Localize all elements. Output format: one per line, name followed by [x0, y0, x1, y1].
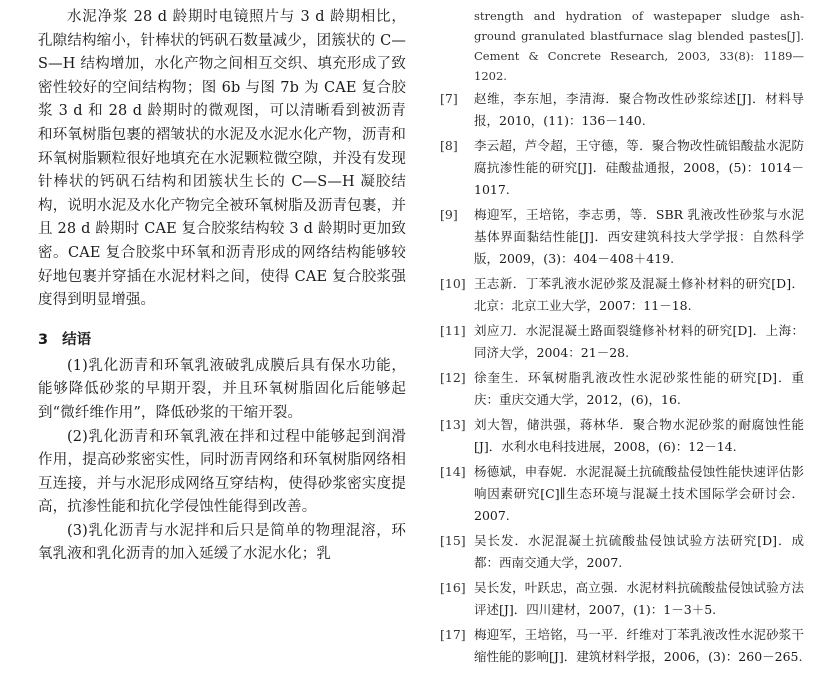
reference-item — [440, 88, 804, 132]
reference-text: 杨德斌，申春妮．水泥混凝土抗硫酸盐侵蚀性能快速评估影响因素研究[C]∥生态环境与混凝土技术国际学会研讨会．2007. — [474, 464, 804, 523]
section-title: 结语 — [62, 331, 92, 348]
conclusion-item-1: (1)乳化沥青和环氧乳液破乳成膜后具有保水功能，能够降低砂浆的早期开裂，并且环氧树脂固化后能够起到“微纤维作用”，降低砂浆的干缩开裂。 — [38, 357, 406, 421]
reference-item — [440, 367, 804, 411]
body-paragraph-microstructure: 水泥净浆 28 d 龄期时电镜照片与 3 d 龄期相比，孔隙结构缩小，针棒状的钙矾石数量减少，团簇状的 C—S—H 结构增加，水化产物之间相互交织、填充形成了致密性较好的空间结构物；图 6b 与图 7b 为 CAE 复合胶浆 3 d 和 28 d 龄期时的微观图，可以清晰看到被沥青和环氧树脂包裹的褶皱状的水泥及水泥水化产物，沥青和环氧树脂颗粒很好地填充在水泥颗粒微空隙，并没有发现针棒状的钙矾石结构和团簇状生长的 C—S—H 凝胶结构，说明水泥及水化产物完全被环氧树脂及沥青包裹，并且 28 d 龄期时 CAE 复合胶浆结构较 3 d 龄期时更加致密。CAE 复合胶浆中环氧和沥青形成的网络结构能够较好地包裹并穿插在水泥材料之间，使得 CAE 复合胶浆强度得到明显增强。 — [38, 9, 406, 309]
reference-number: [16] — [440, 580, 466, 595]
reference-number: [12] — [440, 370, 466, 385]
reference-text: 梅迎军，王培铭，马一平．纤维对丁苯乳液改性水泥砂浆干缩性能的影响[J]．建筑材料学报，2006，(3)：260－265. — [474, 627, 804, 664]
reference-item — [440, 577, 804, 621]
reference-text: 吴长发．水泥混凝土抗硫酸盐侵蚀试验方法研究[D]．成都：西南交通大学，2007. — [474, 533, 804, 570]
right-column — [440, 6, 804, 671]
left-column — [38, 6, 406, 567]
reference-item — [440, 273, 804, 317]
reference-number: [13] — [440, 417, 466, 432]
reference-text: 梅迎军，王培铭，李志勇，等．SBR 乳液改性砂浆与水泥基体界面黏结性能[J]．西安建筑科技大学学报：自然科学版，2009，(3)：404－408＋419. — [474, 207, 804, 266]
reference-text: 徐奎生．环氧树脂乳液改性水泥砂浆性能的研究[D]．重庆：重庆交通大学，2012，(6)，16. — [474, 370, 804, 407]
reference-item — [440, 135, 804, 201]
reference-item — [440, 320, 804, 364]
conclusion-item-2: (2)乳化沥青和环氧乳液在拌和过程中能够起到润滑作用，提高砂浆密实性，同时沥青网络和环氧树脂网络相互连接，并与水泥形成网络互穿结构，使得砂浆密实度提高，抗渗性能和抗化学侵蚀性能得到改善。 — [38, 428, 406, 516]
reference-number: [14] — [440, 464, 466, 479]
reference-text: 吴长发，叶跃忠，高立强．水泥材料抗硫酸盐侵蚀试验方法评述[J]．四川建材，2007，(1)：1－3＋5. — [474, 580, 804, 617]
reference-item — [440, 624, 804, 668]
reference-text: 赵维，李东旭，李清海．聚合物改性砂浆综述[J]．材料导报，2010，(11)：136－140. — [474, 91, 804, 128]
reference-item — [440, 414, 804, 458]
section-heading — [38, 328, 406, 352]
reference-number: [9] — [440, 207, 458, 222]
reference-text: 刘应刀．水泥混凝土路面裂缝修补材料的研究[D]．上海：同济大学，2004：21－28. — [474, 323, 804, 360]
reference-6-continuation: strength and hydration of wastepaper sludge ash-ground granulated blastfurnace slag blended pastes[J]. Cement & Concrete Research, 2003, 33(8): 1189—1202. — [474, 9, 804, 83]
reference-number: [8] — [440, 138, 458, 153]
reference-item — [440, 461, 804, 527]
reference-item — [440, 530, 804, 574]
section-number: 3 — [38, 331, 49, 348]
reference-text: 李云超，芦令超，王守德，等．聚合物改性硫铝酸盐水泥防腐抗渗性能的研究[J]．硅酸盐通报，2008，(5)：1014－1017. — [474, 138, 804, 197]
reference-text: 王志新．丁苯乳液水泥砂浆及混凝土修补材料的研究[D]．北京：北京工业大学，2007：11－18. — [474, 276, 804, 313]
conclusion-item-3: (3)乳化沥青与水泥拌和后只是简单的物理混溶，环氧乳液和乳化沥青的加入延缓了水泥水化；乳 — [38, 522, 406, 563]
reference-number: [10] — [440, 276, 466, 291]
reference-list — [440, 88, 804, 668]
reference-number: [7] — [440, 91, 458, 106]
reference-text: 刘大智，储洪强，蒋林华．聚合物水泥砂浆的耐腐蚀性能[J]．水利水电科技进展，2008，(6)：12－14. — [474, 417, 804, 454]
reference-number: [11] — [440, 323, 466, 338]
reference-number: [15] — [440, 533, 466, 548]
reference-number: [17] — [440, 627, 466, 642]
reference-item — [440, 204, 804, 270]
